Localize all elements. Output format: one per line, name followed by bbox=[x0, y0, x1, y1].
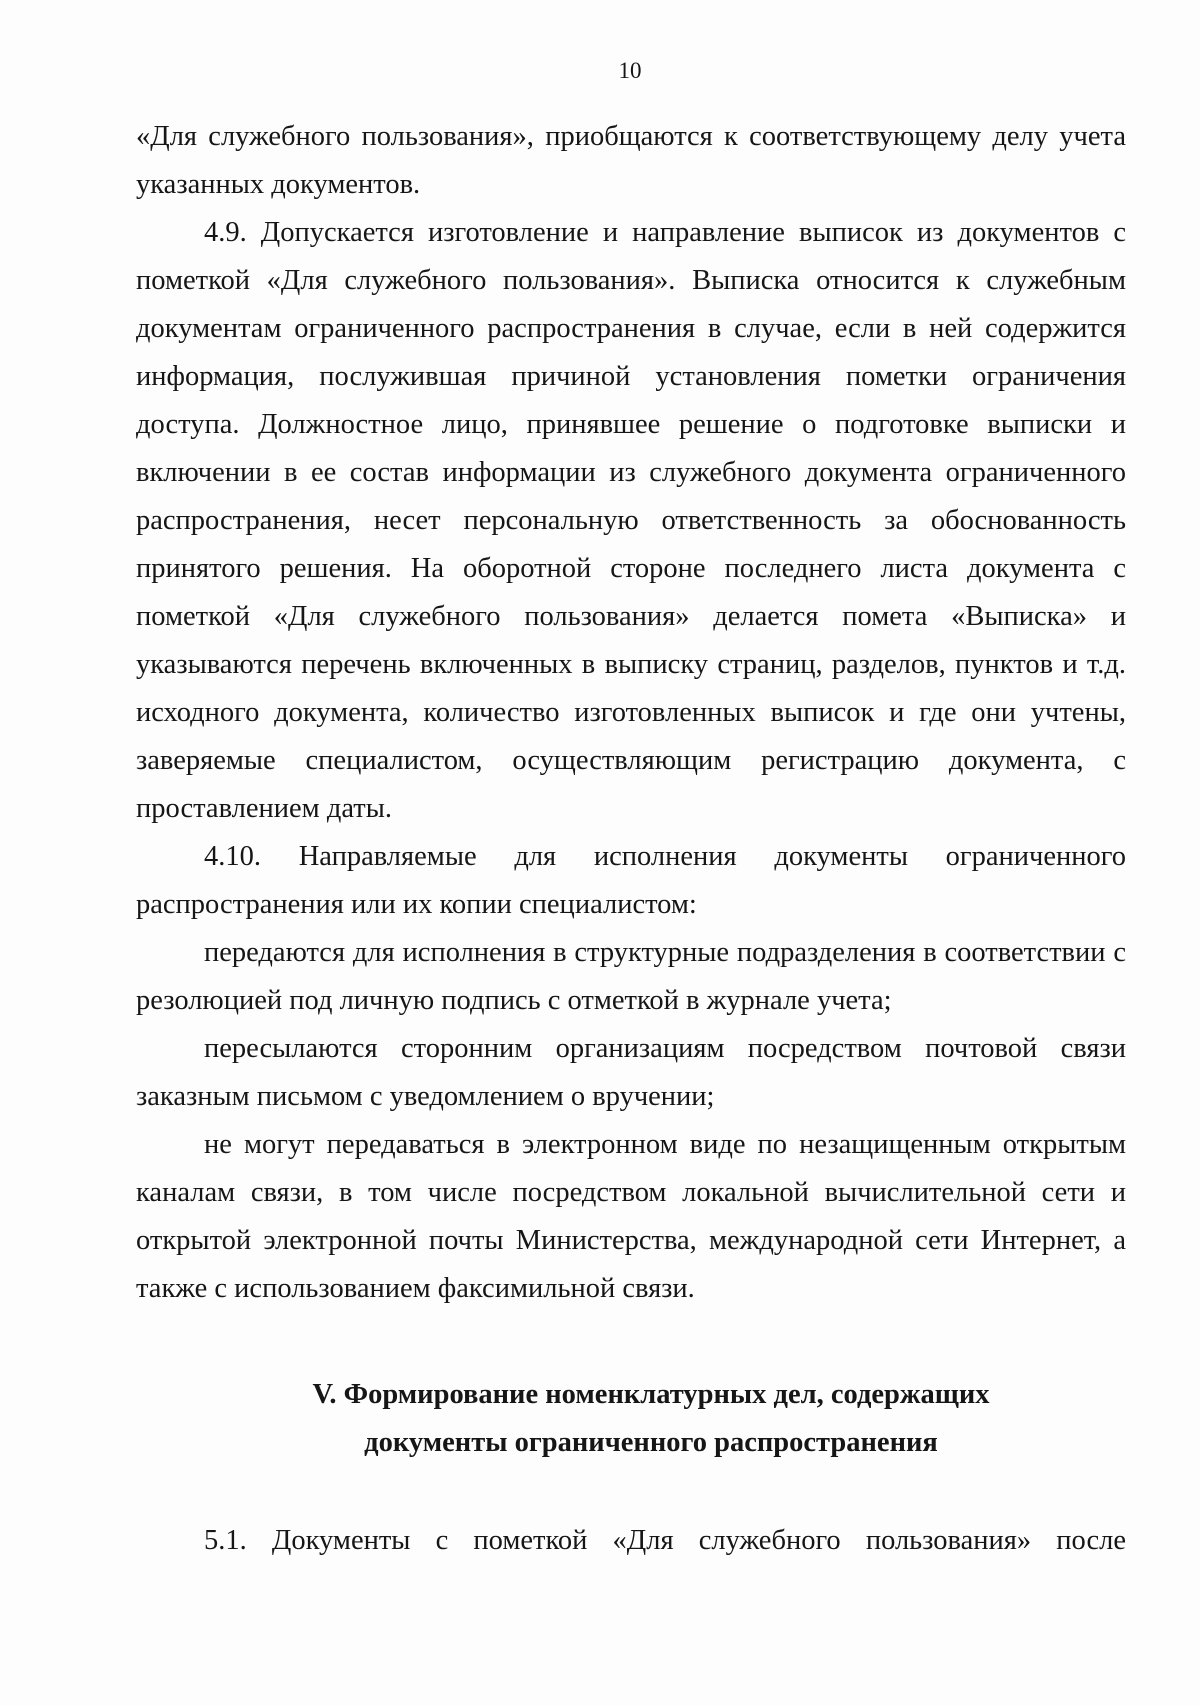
list-item-mail: пересылаются сторонним организациям посредством почтовой связи заказным письмом с уведомлением о вручении; bbox=[136, 1033, 1126, 1112]
list-item-electronic: не могут передаваться в электронном виде по незащищенным открытым каналам связи, в том числе посредством локальной вычислительной сети и открытой электронной почты Министерства, международной сети Интернет, а также с использованием факсимильной связи. bbox=[136, 1129, 1126, 1304]
paragraph-continuation: «Для служебного пользования», приобщаются к соответствующему делу учета указанных документов. bbox=[136, 121, 1126, 200]
paragraph-4-9: 4.9. Допускается изготовление и направление выписок из документов с пометкой «Для служебного пользования». Выписка относится к служебным документам ограниченного распространения в случае, если в ней содержится информация, послужившая причиной установления пометки ограничения доступа. Должностное лицо, принявшее решение о подготовке выписки и включении в ее состав информации из служебного документа ограниченного распространения, несет персональную ответственность за обоснованность принятого решения. На оборотной стороне последнего листа документа с пометкой «Для служебного пользования» делается помета «Выписка» и указываются перечень включенных в выписку страниц, разделов, пунктов и т.д. исходного документа, количество изготовленных выписок и где они учтены, заверяемые специалистом, осуществляющим регистрацию документа, с проставлением даты. bbox=[136, 217, 1126, 824]
page-number: 10 bbox=[618, 58, 642, 83]
section-heading bbox=[136, 1371, 1126, 1467]
paragraph-4-10: 4.10. Направляемые для исполнения документы ограниченного распространения или их копии специалистом: bbox=[136, 841, 1126, 920]
document-body bbox=[136, 113, 1126, 1565]
section-heading-line-2: документы ограниченного распространения bbox=[364, 1427, 938, 1458]
paragraph-5-1: 5.1. Документы с пометкой «Для служебного пользования» после bbox=[204, 1525, 1126, 1556]
list-item-transfer: передаются для исполнения в структурные подразделения в соответствии с резолюцией под личную подпись с отметкой в журнале учета; bbox=[136, 937, 1126, 1016]
section-heading-line-1: V. Формирование номенклатурных дел, содержащих bbox=[312, 1379, 990, 1410]
